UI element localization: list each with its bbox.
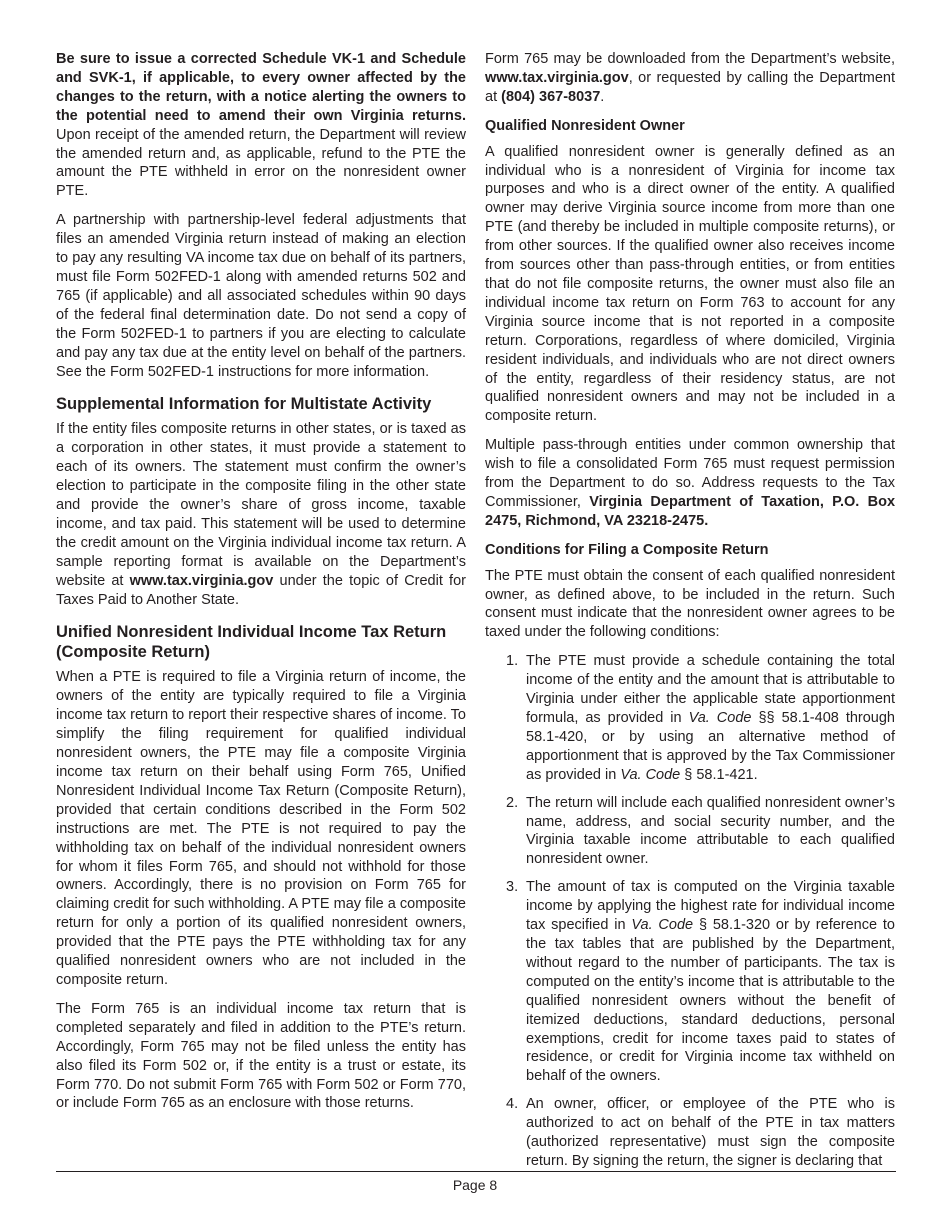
qualified-owner-paragraph: A qualified nonresident owner is generally defined as an individual who is a nonresident of Virginia for income tax purposes and who is a direct owner of the entity. A qualified owner may derive Virginia source income from more than one PTE (and thereby be included in multiple composite returns), or from other sources. If the qualified owner also receives income from sources other than pass-through entities, or from entities that do not file composite returns, the owner must also file an individual income tax return on Form 763 to account for any Virginia source income that is not reported in a composite return. Corporations, regardless of where domiciled, Virginia resident individuals, and individuals who are not direct owners of the entity, regardless of their residency status, are not qualified nonresident owners and may not be included in a composite return.	[485, 143, 895, 425]
item-text: § 58.1-320 or by reference to the tax tables that are published by the Department, without regard to the number of participants. The tax is computed on the entity’s income that is attributable to the qualified nonresident owners without the benefit of itemized deductions, standard deductions, personal exemptions, credit for income taxes paid to states of residence, or credit for Virginia income tax withheld on behalf of the owners.	[526, 917, 895, 1085]
amended-return-notice-paragraph	[56, 50, 466, 201]
department-address: Virginia Department of Taxation, P.O. Box 2475, Richmond, VA 23218-2475.	[485, 493, 896, 529]
list-item-text: The return will include each qualified nonresident owner’s name, address, and social security number, and the Virginia taxable income attributable to each qualified nonresident owner.	[526, 794, 895, 868]
list-item	[485, 878, 895, 1086]
list-item-number: 3.	[506, 879, 519, 896]
list-item-number: 4.	[506, 1096, 519, 1113]
item-text: The PTE must provide a schedule containing the total income of the entity and the amount that is attributable to Virginia under either the applicable state apportionment formula, as provided in	[526, 653, 895, 726]
multistate-paragraph	[56, 420, 466, 609]
list-item-number: 1.	[506, 653, 519, 670]
document-page	[56, 50, 896, 1169]
heading-conditions-composite-return: Conditions for Filing a Composite Return	[485, 541, 769, 558]
list-item	[485, 794, 895, 870]
consolidated-form-paragraph	[485, 436, 895, 531]
list-item-text: An owner, officer, or employee of the PTE who is authorized to act on behalf of the PTE in tax matters (authorized representative) must sign the composite return. By signing the return, the signer is declaring that	[526, 1096, 895, 1169]
item-text: §§ 58.1-408 through 58.1-420, or by using an alternative method of apportionment that is approved by the Tax Commissioner as provided in	[526, 710, 895, 783]
form-765-download-paragraph	[485, 50, 895, 107]
amended-return-review-text: Upon receipt of the amended return, the Department will review the amended return and, as applicable, refund to the PTE the amount the PTE withheld in error on the nonresident owner PTE.	[56, 126, 466, 200]
right-column	[485, 50, 895, 1180]
multistate-text-end: under the topic of Credit for Taxes Paid to Another State.	[56, 572, 466, 608]
corrected-schedule-notice: Be sure to issue a corrected Schedule VK-1 and Schedule and SVK-1, if applicable, to every owner affected by the changes to the return, with a notice alerting the owners to the potential need to amend their own Virginia returns.	[56, 51, 466, 124]
left-column	[56, 50, 466, 1123]
list-item-number: 2.	[506, 794, 519, 811]
item-text: The amount of tax is computed on the Virginia taxable income by applying the highest rate for individual income tax specified in	[526, 879, 895, 934]
partnership-adjustments-paragraph: A partnership with partnership-level federal adjustments that files an amended Virginia return instead of making an election to pay any resulting VA income tax due on behalf of its partners, must file Form 502FED-1 along with amended returns 502 and 765 (if applicable) and all associated schedules within 90 days of the federal final determination date. Do not send a copy of the Form 502FED-1 to partners if you are electing to calculate and pay any tax due at the entity level on behalf of the partners. See the Form 502FED-1 instructions for more information.	[56, 212, 466, 380]
page-number: Page 8	[452, 1177, 498, 1193]
item-text: § 58.1-421.	[680, 766, 758, 783]
heading-composite-return: Unified Nonresident Individual Income Tax Return (Composite Return)	[56, 623, 447, 662]
composite-return-paragraph: When a PTE is required to file a Virginia return of income, the owners of the entity are typically required to file a Virginia income tax return to report their respective shares of income. To simplify the filing requirement for qualified individual nonresident owners, the PTE may file a composite Virginia income tax return on their behalf using Form 765, Unified Nonresident Individual Income Tax Return (Composite Return), provided that certain conditions described in the Form 502 instructions are met. The PTE is not required to pay the withholding tax on behalf of the individual nonresident owners for whom it files Form 765, and should not withhold for those owners. Accordingly, there is no provision on Form 765 for claiming credit for such withholding. A PTE may file a composite return for only a portion of its qualified nonresident owners, provided that the PTE pays the PTE withholding tax for any qualified nonresident owners who are not included in the composite return.	[56, 669, 466, 988]
heading-qualified-nonresident-owner: Qualified Nonresident Owner	[485, 117, 685, 134]
tax-website-link: www.tax.virginia.gov	[485, 69, 629, 86]
conditions-list	[485, 652, 895, 1171]
department-phone-number: (804) 367-8037	[501, 88, 601, 105]
download-text: Form 765 may be downloaded from the Department’s website,	[485, 51, 895, 67]
consolidated-text: Multiple pass-through entities under common ownership that wish to file a consolidated Form 765 must request permission from the Department to do so. Address requests to the Tax Commissioner,	[485, 437, 895, 510]
code-citation: Va. Code	[688, 710, 752, 726]
list-item-text	[526, 652, 895, 784]
tax-website-link: www.tax.virginia.gov	[129, 572, 274, 589]
code-citation: Va. Code	[620, 766, 681, 783]
form-765-paragraph: The Form 765 is an individual income tax return that is completed separately and filed in addition to the PTE’s return. Accordingly, Form 765 may not be filed unless the entity has also filed its Form 502 or, if the entity is a trust or estate, its Form 770. Do not submit Form 765 with Form 502 or Form 770, or include Form 765 as an enclosure with those returns.	[56, 1000, 466, 1112]
list-item	[485, 1095, 895, 1171]
multistate-text: If the entity files composite returns in other states, or is taxed as a corporation in other states, it must provide a statement to each of its owners. The statement must confirm the owner’s election to participate in the composite filing in the other state and provide the owner’s share of gross income, taxable income, and tax paid. This statement will be used to determine the credit amount on the Virginia individual income tax return. A sample reporting format is available on the Department’s website at	[56, 421, 466, 589]
consent-paragraph: The PTE must obtain the consent of each qualified nonresident owner, as defined above, to be included in the return. Such consent must indicate that the nonresident owner agrees to be taxed under the following conditions:	[485, 567, 895, 641]
download-text-middle: , or requested by calling the Department at	[485, 69, 895, 105]
heading-multistate-activity: Supplemental Information for Multistate Activity	[56, 395, 432, 414]
footer-divider	[56, 1171, 896, 1172]
list-item-text	[526, 878, 895, 1086]
download-text-end: .	[600, 88, 605, 105]
code-citation: Va. Code	[631, 917, 694, 934]
list-item	[485, 652, 895, 784]
